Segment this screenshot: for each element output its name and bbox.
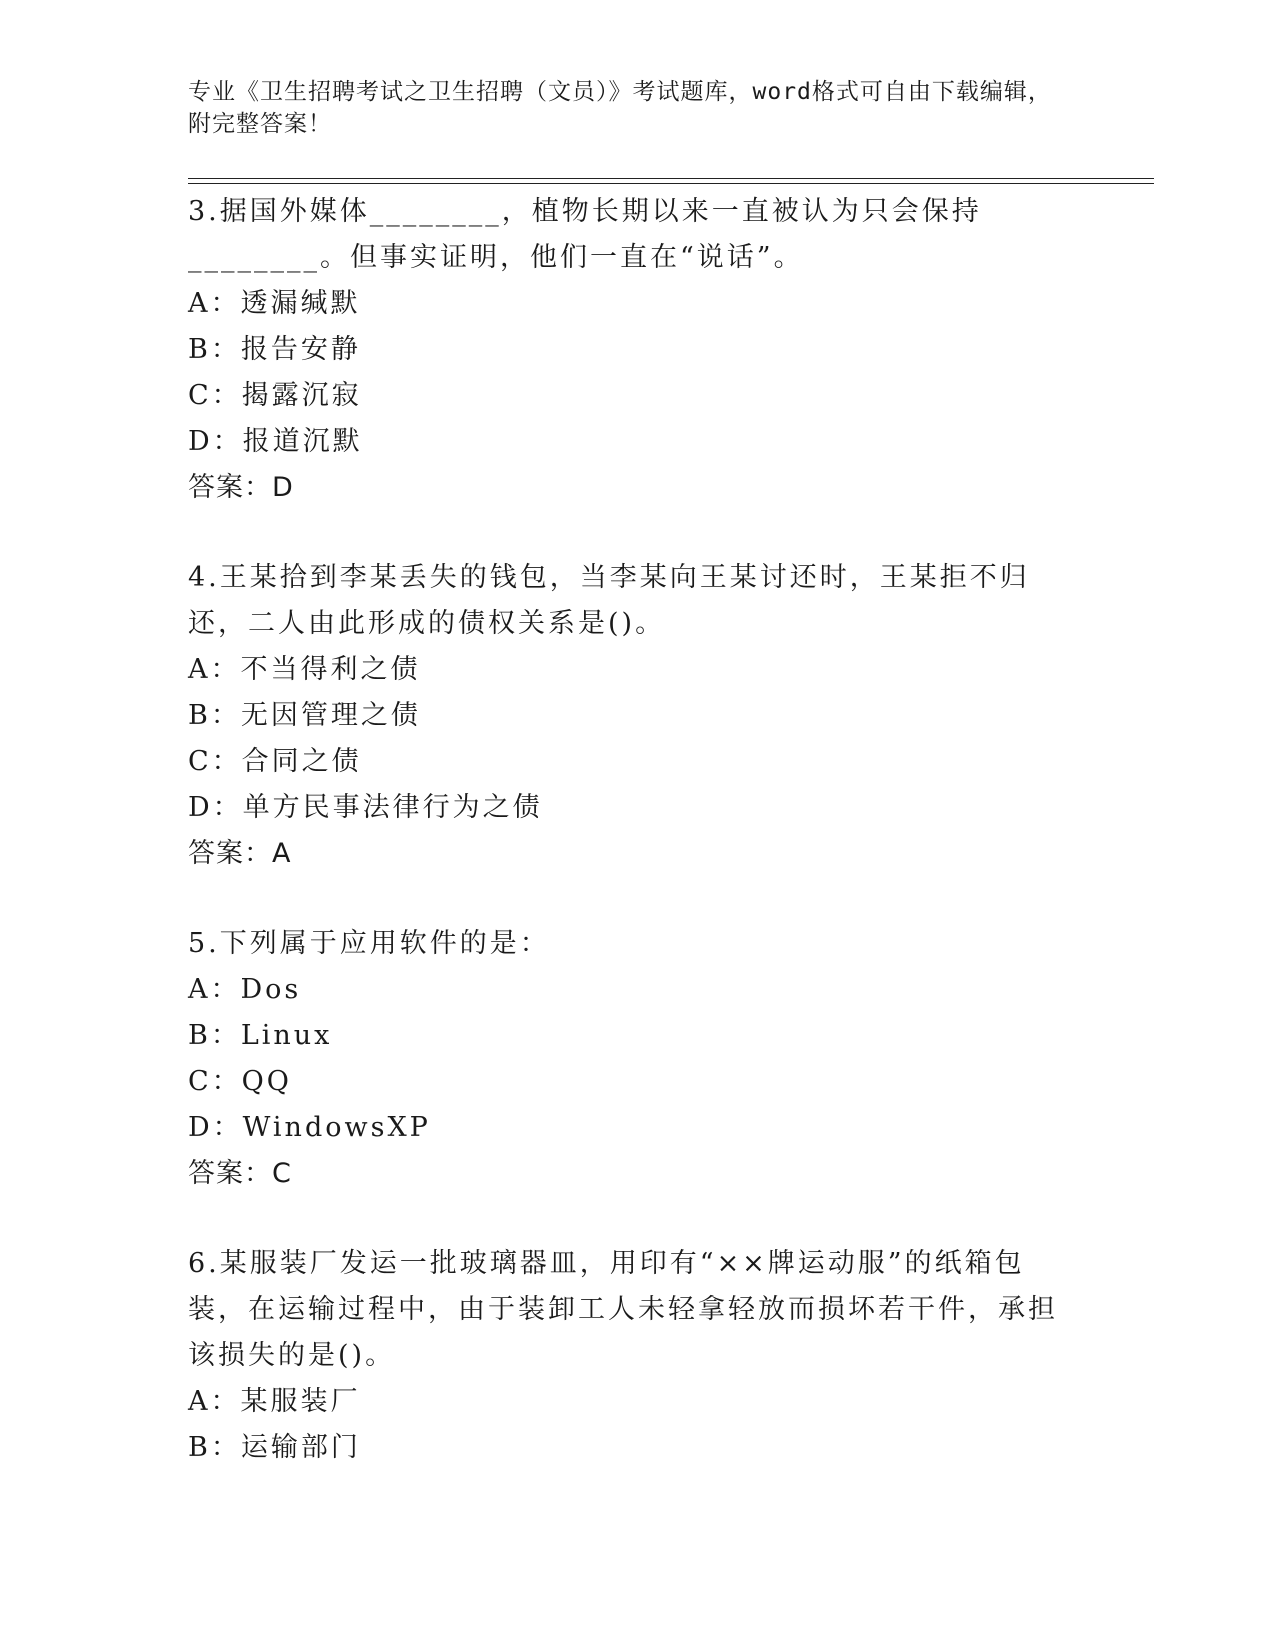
option-c: C：合同之债: [188, 746, 362, 777]
document-header: 专业《卫生招聘考试之卫生招聘（文员）》考试题库，word格式可自由下载编辑，附完整答案！: [188, 79, 1052, 137]
option-b: B：无因管理之债: [188, 700, 421, 731]
option-b: B：Linux: [188, 1020, 333, 1051]
option-b: B：运输部门: [188, 1432, 361, 1463]
option-a: A：Dos: [188, 974, 302, 1005]
answer-label: 答案：D: [188, 472, 294, 503]
question-4: [188, 555, 1088, 877]
option-a: A：透漏缄默: [188, 288, 361, 319]
question-text: 5.下列属于应用软件的是：: [188, 928, 550, 959]
header-divider-top: [188, 178, 1154, 179]
question-text: 6.某服装厂发运一批玻璃器皿，用印有“××牌运动服”的纸箱包装，在运输过程中，由于装卸工人未轻拿轻放而损坏若干件，承担该损失的是()。: [188, 1248, 1058, 1371]
question-3: [188, 189, 1088, 511]
option-d: D：单方民事法律行为之债: [188, 792, 543, 823]
option-b: B：报告安静: [188, 334, 361, 365]
option-c: C：揭露沉寂: [188, 380, 362, 411]
question-text: 4.王某拾到李某丢失的钱包，当李某向王某讨还时，王某拒不归还，二人由此形成的债权关系是()。: [188, 562, 1030, 639]
question-text: 3.据国外媒体________，植物长期以来一直被认为只会保持________。但事实证明，他们一直在“说话”。: [188, 196, 982, 273]
answer-label: 答案：A: [188, 838, 292, 869]
option-c: C：QQ: [188, 1066, 292, 1097]
option-d: D：报道沉默: [188, 426, 363, 457]
option-d: D：WindowsXP: [188, 1112, 431, 1143]
option-a: A：不当得利之债: [188, 654, 421, 685]
question-6: [188, 1241, 1088, 1471]
question-5: [188, 921, 1088, 1197]
header-divider-bottom: [188, 183, 1154, 184]
answer-label: 答案：C: [188, 1158, 292, 1189]
option-a: A：某服装厂: [188, 1386, 361, 1417]
question-list: [188, 189, 1088, 1515]
